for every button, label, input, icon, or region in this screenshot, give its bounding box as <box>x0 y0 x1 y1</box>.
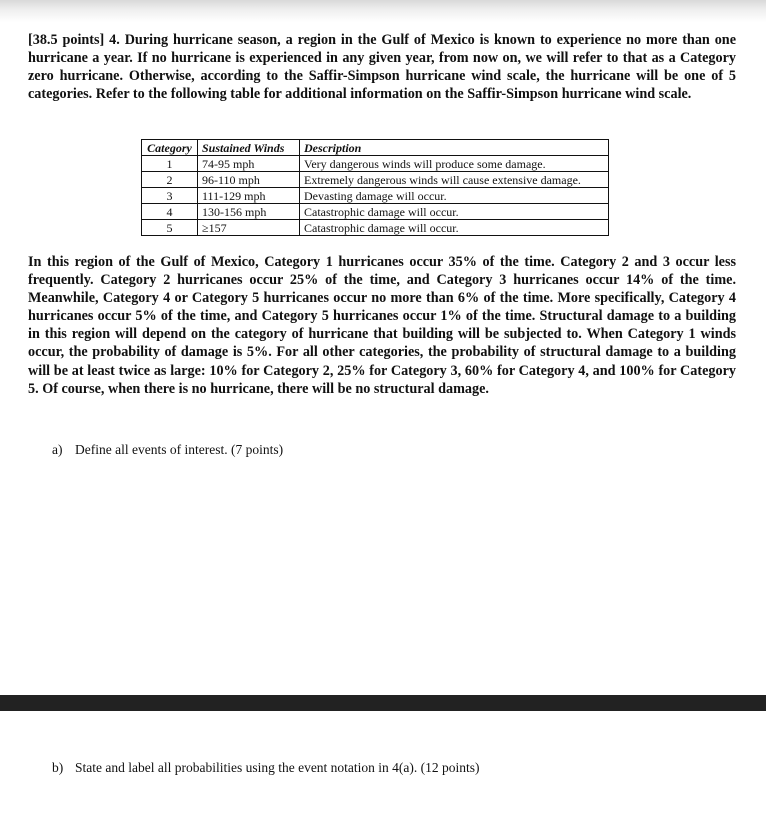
question-intro: [38.5 points] 4. During hurricane season, a region in the Gulf of Mexico is known to experience no more than one hurricane a year. If no hurricane is experienced in any given year, from now on, we will refer to that as a Category zero hurricane. Otherwise, according to the Saffir-Simpson hurricane wind scale, the hurricane will be one of 5 categories. Refer to the following table for additional information on the Saffir-Simpson hurricane wind scale. <box>28 32 736 103</box>
cell-winds: 130-156 mph <box>198 204 300 220</box>
table-row <box>142 172 609 188</box>
cell-category: 1 <box>142 156 198 172</box>
cell-winds: ≥157 <box>198 220 300 236</box>
part-a <box>52 442 283 458</box>
part-b-label: b) <box>52 760 64 775</box>
part-a-label: a) <box>52 442 63 457</box>
cell-winds: 96-110 mph <box>198 172 300 188</box>
table-row <box>142 156 609 172</box>
cell-category: 3 <box>142 188 198 204</box>
part-a-text: Define all events of interest. (7 points) <box>75 442 284 457</box>
cell-description: Catastrophic damage will occur. <box>300 204 609 220</box>
table-row <box>142 204 609 220</box>
table-row <box>142 220 609 236</box>
question-body: In this region of the Gulf of Mexico, Category 1 hurricanes occur 35% of the time. Category 2 and 3 occur less frequently. Category 2 hurricanes occur 25% of the time, and Category 3 hurricanes occur 14% of the time. Meanwhile, Category 4 or Category 5 hurricanes occur no more than 6% of the time. More specifically, Category 4 hurricanes occur 5% of the time, and Category 5 hurricanes occur 1% of the time. Structural damage to a building in this region will depend on the category of hurricane that building will be subjected to. When Category 1 winds occur, the probability of damage is 5%. For all other categories, the probability of structural damage to a building will be at least twice as large: 10% for Category 2, 25% for Category 3, 60% for Category 4, and 100% for Category 5. Of course, when there is no hurricane, there will be no structural damage. <box>28 254 736 397</box>
table-header-row <box>142 140 609 156</box>
saffir-simpson-table <box>141 139 609 236</box>
page-break-bar <box>0 695 766 711</box>
cell-category: 5 <box>142 220 198 236</box>
cell-description: Devasting damage will occur. <box>300 188 609 204</box>
part-b-text: State and label all probabilities using the event notation in 4(a). (12 points) <box>75 760 480 775</box>
header-description: Description <box>300 140 609 156</box>
cell-description: Extremely dangerous winds will cause extensive damage. <box>300 172 609 188</box>
cell-winds: 74-95 mph <box>198 156 300 172</box>
cell-description: Catastrophic damage will occur. <box>300 220 609 236</box>
cell-winds: 111-129 mph <box>198 188 300 204</box>
table-row <box>142 188 609 204</box>
header-sustained-winds: Sustained Winds <box>198 140 300 156</box>
part-b <box>52 760 480 776</box>
cell-category: 2 <box>142 172 198 188</box>
cell-category: 4 <box>142 204 198 220</box>
cell-description: Very dangerous winds will produce some damage. <box>300 156 609 172</box>
header-category: Category <box>142 140 198 156</box>
